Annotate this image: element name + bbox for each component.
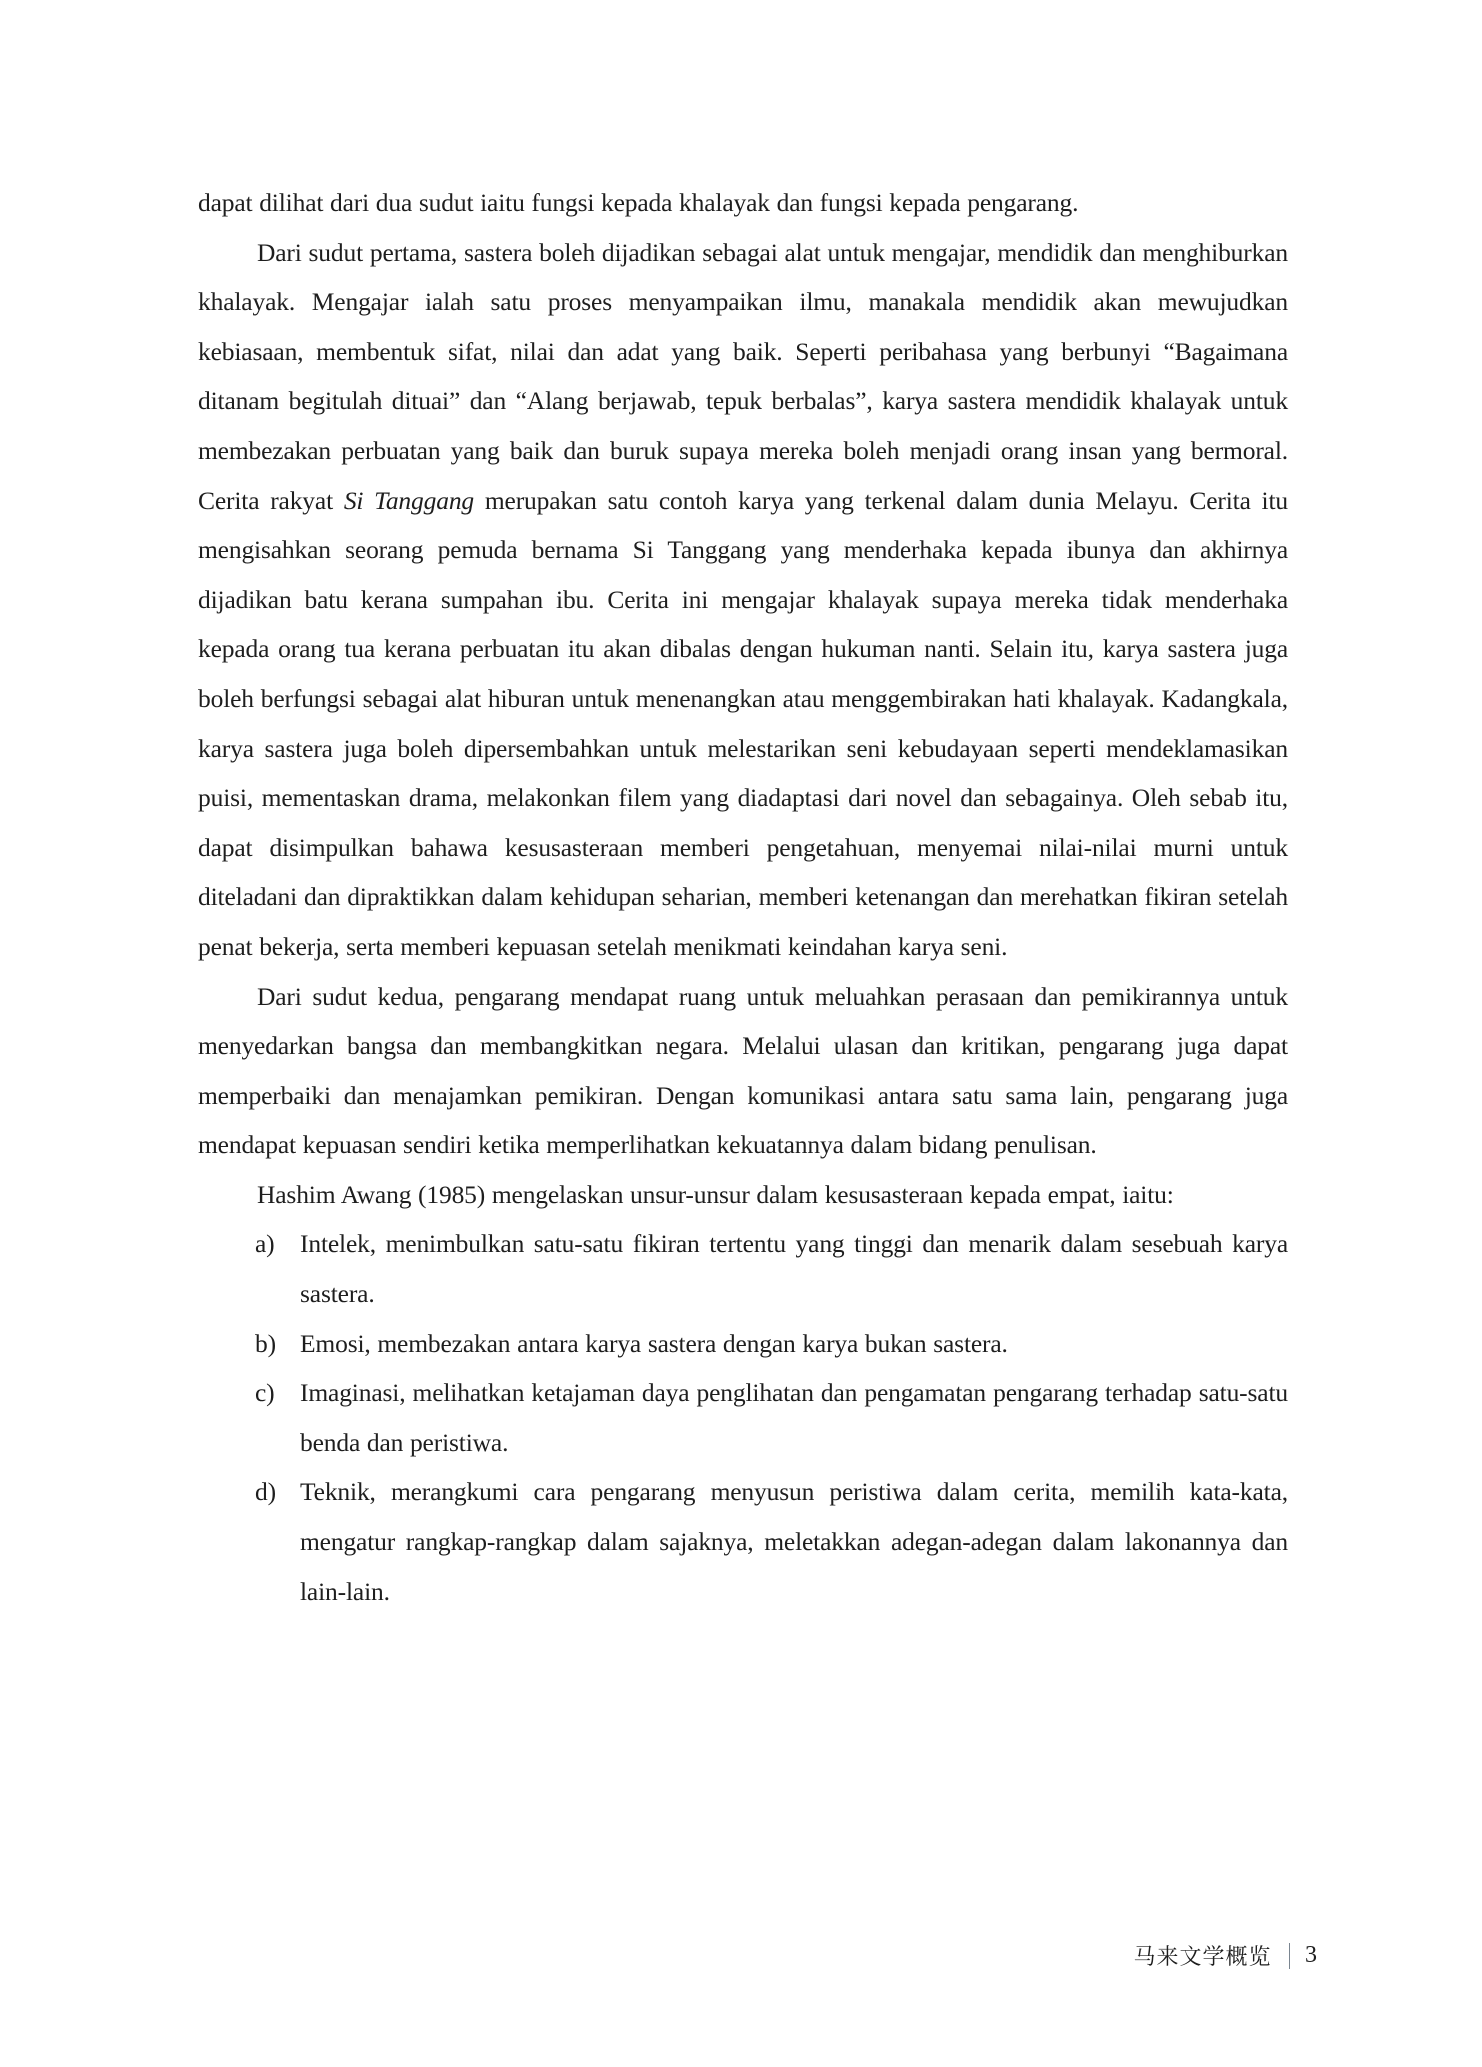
page-body: [198, 178, 1288, 1616]
running-book-title: 马来文学概览: [1133, 1945, 1272, 1970]
list-item-imaginasi: [198, 1368, 1288, 1467]
paragraph-text: merupakan satu contoh karya yang terkenal dalam dunia Melayu. Cerita itu mengisahkan seorang pemuda bernama Si Tanggang yang menderhaka kepada ibunya dan akhirnya dijadikan batu kerana sumpahan ibu. Cerita ini mengajar khalayak supaya mereka tidak menderhaka kepada orang tua kerana perbuatan itu akan dibalas dengan hukuman nanti. Selain itu, karya sastera juga boleh berfungsi sebagai alat hiburan untuk menenangkan atau menggembirakan hati khalayak. Kadangkala, karya sastera juga boleh dipersembahkan untuk melestarikan seni kebudayaan seperti mendeklamasikan puisi, mementaskan drama, melakonkan filem yang diadaptasi dari novel dan sebagainya. Oleh sebab itu, dapat disimpulkan bahawa kesusasteraan memberi pengetahuan, menyemai nilai-nilai murni untuk diteladani dan dipraktikkan dalam kehidupan seharian, memberi ketenangan dan merehatkan fikiran setelah penat bekerja, serta memberi kepuasan setelah menikmati keindahan karya seni.: [198, 485, 1289, 961]
paragraph-text: Dari sudut pertama, sastera boleh dijadikan sebagai alat untuk mengajar, mendidik dan menghiburkan khalayak. Mengajar ialah satu proses menyampaikan ilmu, manakala mendidik akan mewujudkan kebiasaan, membentuk sifat, nilai dan adat yang baik. Seperti peribahasa yang berbunyi “Bagaimana ditanam begitulah dituai” dan “Alang berjawab, tepuk berbalas”, karya sastera mendidik khalayak untuk membezakan perbuatan yang baik dan buruk supaya mereka boleh menjadi orang insan yang bermoral. Cerita rakyat: [198, 237, 1288, 515]
paragraph-elements-intro: Hashim Awang (1985) mengelaskan unsur-unsur dalam kesusasteraan kepada empat, iaitu:: [257, 1179, 1174, 1209]
page-footer: [1133, 1940, 1317, 1971]
list-item-emosi: [198, 1319, 1288, 1369]
list-text: Teknik, merangkumi cara pengarang menyusun peristiwa dalam cerita, memilih kata-kata, mengatur rangkap-rangkap dalam sajaknya, meletakkan adegan-adegan dalam lakonannya dan lain-lain.: [300, 1477, 1288, 1606]
list-text: Intelek, menimbulkan satu-satu fikiran tertentu yang tinggi dan menarik dalam sesebuah karya sastera.: [300, 1229, 1288, 1309]
page-number: 3: [1305, 1942, 1317, 1968]
list-label: d): [255, 1477, 276, 1507]
list-label: a): [255, 1229, 275, 1259]
list-text: Imaginasi, melihatkan ketajaman daya penglihatan dan pengamatan pengarang terhadap satu-satu benda dan peristiwa.: [300, 1378, 1288, 1457]
list-label: b): [255, 1328, 276, 1358]
paragraph-continuation: dapat dilihat dari dua sudut iaitu fungsi kepada khalayak dan fungsi kepada pengarang.: [198, 188, 1079, 217]
elements-list: [198, 1219, 1288, 1616]
list-item-intelek: [198, 1219, 1288, 1318]
list-item-teknik: [198, 1467, 1288, 1616]
italic-title-si-tanggang: Si Tanggang: [343, 485, 475, 515]
footer-divider: [1289, 1943, 1291, 1969]
paragraph-function-audience: [198, 228, 1288, 972]
list-label: c): [255, 1378, 275, 1408]
list-text: Emosi, membezakan antara karya sastera dengan karya bukan sastera.: [300, 1328, 1008, 1358]
paragraph-function-author: Dari sudut kedua, pengarang mendapat ruang untuk meluahkan perasaan dan pemikirannya untuk menyedarkan bangsa dan membangkitkan negara. Melalui ulasan dan kritikan, pengarang juga dapat memperbaiki dan menajamkan pemikiran. Dengan komunikasi antara satu sama lain, pengarang juga mendapat kepuasan sendiri ketika memperlihatkan kekuatannya dalam bidang penulisan.: [198, 981, 1288, 1160]
